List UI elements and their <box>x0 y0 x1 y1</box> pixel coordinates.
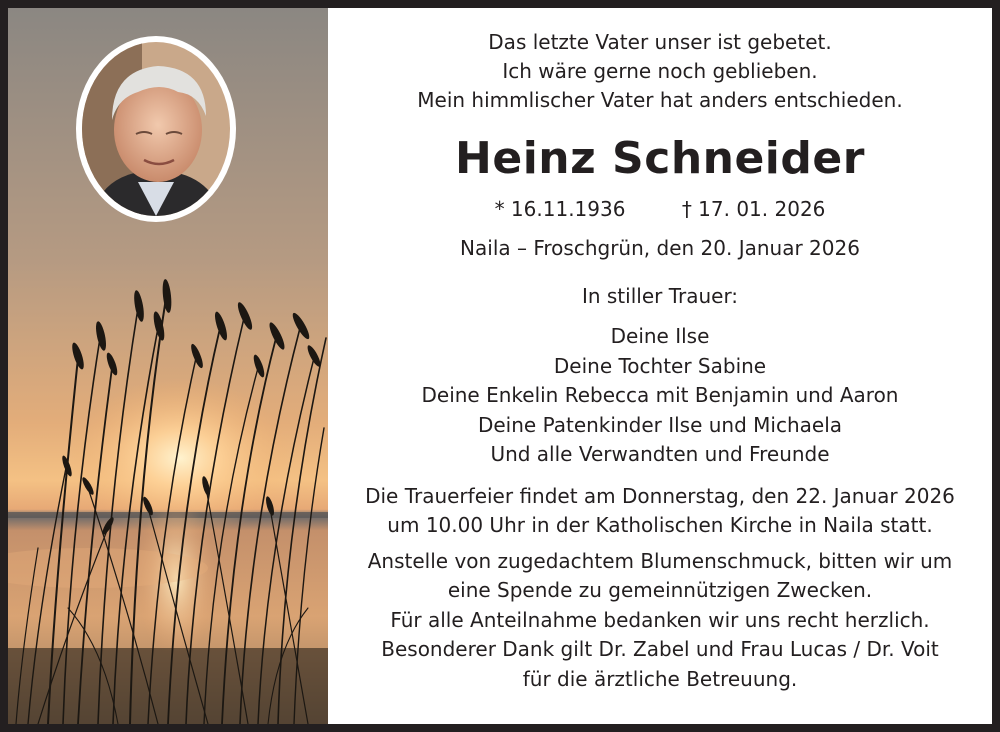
verse-line: Ich wäre gerne noch geblieben. <box>502 59 818 83</box>
sunset-reeds-image <box>8 8 328 724</box>
closing-line: Für alle Anteilnahme bedanken wir uns recht herzlich. <box>390 607 930 632</box>
life-dates <box>328 195 992 223</box>
closing-remarks <box>328 547 992 695</box>
mourner-entry: Deine Enkelin Rebecca mit Benjamin und Aaron <box>421 383 899 407</box>
mourner-entry: Deine Ilse <box>610 324 710 348</box>
closing-line: Anstelle von zugedachtem Blumenschmuck, bitten wir um <box>367 548 953 573</box>
ceremony-line: um 10.00 Uhr in der Katholischen Kirche in Naila statt. <box>387 513 933 537</box>
obituary-text <box>328 8 992 724</box>
mourning-intro: In stiller Trauer: <box>581 284 739 308</box>
death-date: † 17. 01. 2026 <box>681 197 826 221</box>
ceremony-line: Die Trauerfeier findet am Donnerstag, den 22. Januar 2026 <box>365 483 955 508</box>
mourners-list <box>328 322 992 470</box>
mourner-entry: Deine Patenkinder Ilse und Michaela <box>477 412 843 437</box>
verse-line: Mein himmlischer Vater hat anders entschieden. <box>417 88 903 112</box>
place-and-date: Naila – Froschgrün, den 20. Januar 2026 <box>460 236 860 260</box>
ceremony-info <box>328 482 992 541</box>
deceased-name: Heinz Schneider <box>455 133 865 184</box>
mourner-entry: Deine Tochter Sabine <box>553 353 767 378</box>
portrait-photo <box>76 36 236 222</box>
closing-line: für die ärztliche Betreuung. <box>522 666 798 691</box>
opening-verse <box>328 28 992 115</box>
verse-line: Das letzte Vater unser ist gebetet. <box>488 30 832 54</box>
closing-line: Besonderer Dank gilt Dr. Zabel und Frau Lucas / Dr. Voit <box>381 637 939 661</box>
birth-date: * 16.11.1936 <box>494 197 626 221</box>
closing-line: eine Spende zu gemeinnützigen Zwecken. <box>447 578 873 602</box>
mourner-entry: Und alle Verwandten und Freunde <box>490 442 830 466</box>
